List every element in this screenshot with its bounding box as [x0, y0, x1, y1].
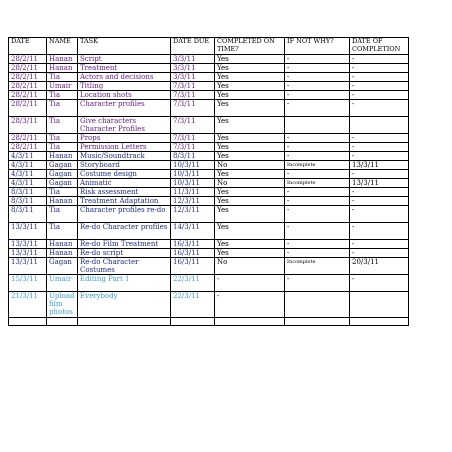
- header-name: NAME: [47, 38, 78, 55]
- empty-cell: [285, 318, 350, 326]
- header-if-not-why: IF NOT WHY?: [285, 38, 350, 55]
- cell-name: Gagan: [47, 179, 78, 188]
- empty-cell: [215, 318, 285, 326]
- table-row: [9, 188, 409, 197]
- cell-completion-date: -: [350, 82, 409, 91]
- cell-completed: No: [215, 179, 285, 188]
- cell-completed: Yes: [215, 223, 285, 240]
- cell-task: Treatment: [78, 64, 171, 73]
- cell-completion-date: -: [350, 249, 409, 258]
- cell-date: 4/3/11: [9, 179, 47, 188]
- cell-name: Tia: [47, 117, 78, 134]
- cell-reason: -: [285, 82, 350, 91]
- cell-task: Location shots: [78, 91, 171, 100]
- empty-row: [9, 318, 409, 326]
- cell-name: Tia: [47, 188, 78, 197]
- cell-name: Tia: [47, 100, 78, 117]
- cell-completion-date: -: [350, 134, 409, 143]
- cell-completed: Yes: [215, 91, 285, 100]
- cell-completion-date: 20/3/11: [350, 258, 409, 275]
- cell-completion-date: [350, 292, 409, 318]
- cell-name: Tia: [47, 134, 78, 143]
- cell-name: Tia: [47, 143, 78, 152]
- cell-task: Re-do Character profiles: [78, 223, 171, 240]
- cell-date-due: 3/3/11: [171, 64, 215, 73]
- cell-reason: -: [285, 100, 350, 117]
- cell-task: Costume design: [78, 170, 171, 179]
- table-row: [9, 55, 409, 64]
- header-date-due: DATE DUE: [171, 38, 215, 55]
- task-schedule-table: [8, 37, 409, 326]
- cell-reason: -: [285, 91, 350, 100]
- cell-reason: -: [285, 134, 350, 143]
- cell-date-due: 16/3/11: [171, 249, 215, 258]
- cell-completed: -: [215, 275, 285, 292]
- cell-completion-date: -: [350, 170, 409, 179]
- cell-task: Storyboard: [78, 161, 171, 170]
- cell-date-due: 14/3/11: [171, 223, 215, 240]
- cell-name: Hanan: [47, 64, 78, 73]
- cell-date-due: 10/3/11: [171, 161, 215, 170]
- cell-date: 8/3/11: [9, 206, 47, 223]
- empty-cell: [350, 318, 409, 326]
- cell-task: Re-do script: [78, 249, 171, 258]
- empty-cell: [78, 318, 171, 326]
- cell-date-due: 12/3/11: [171, 197, 215, 206]
- cell-completed: Yes: [215, 188, 285, 197]
- cell-reason: Incomplete: [285, 258, 350, 275]
- table-row: [9, 143, 409, 152]
- cell-completion-date: 13/3/11: [350, 161, 409, 170]
- cell-date: 21/3/11: [9, 292, 47, 318]
- cell-name: Hanan: [47, 55, 78, 64]
- table-row: [9, 91, 409, 100]
- cell-date: 28/2/11: [9, 73, 47, 82]
- table-row: [9, 170, 409, 179]
- table-row: [9, 223, 409, 240]
- cell-date-due: 7/3/11: [171, 143, 215, 152]
- cell-completion-date: [350, 117, 409, 134]
- cell-completed: Yes: [215, 134, 285, 143]
- empty-cell: [9, 318, 47, 326]
- cell-date: 13/3/11: [9, 223, 47, 240]
- cell-completion-date: -: [350, 197, 409, 206]
- cell-name: Umair: [47, 275, 78, 292]
- cell-completion-date: -: [350, 91, 409, 100]
- cell-name: Gagan: [47, 170, 78, 179]
- cell-completed: Yes: [215, 143, 285, 152]
- cell-reason: -: [285, 206, 350, 223]
- cell-reason: -: [285, 197, 350, 206]
- cell-date: 28/2/11: [9, 143, 47, 152]
- table-row: [9, 64, 409, 73]
- cell-date-due: 22/3/11: [171, 292, 215, 318]
- table-row: [9, 73, 409, 82]
- cell-date-due: 10/3/11: [171, 170, 215, 179]
- cell-reason: Incomplete: [285, 161, 350, 170]
- cell-name: Upload film photos: [47, 292, 78, 318]
- cell-name: Tia: [47, 206, 78, 223]
- cell-name: Hanan: [47, 152, 78, 161]
- cell-date: 28/2/11: [9, 134, 47, 143]
- cell-completed: Yes: [215, 240, 285, 249]
- cell-name: Gagan: [47, 258, 78, 275]
- table-row: [9, 292, 409, 318]
- cell-date-due: 3/3/11: [171, 73, 215, 82]
- cell-date-due: 7/3/11: [171, 134, 215, 143]
- cell-date: 13/3/11: [9, 240, 47, 249]
- cell-completion-date: -: [350, 152, 409, 161]
- cell-reason: [285, 292, 350, 318]
- cell-date-due: 7/3/11: [171, 100, 215, 117]
- table-row: [9, 161, 409, 170]
- cell-completion-date: -: [350, 206, 409, 223]
- cell-task: Risk assessment: [78, 188, 171, 197]
- cell-completion-date: 13/3/11: [350, 179, 409, 188]
- cell-reason: -: [285, 240, 350, 249]
- cell-date: 4/3/11: [9, 152, 47, 161]
- cell-completed: Yes: [215, 197, 285, 206]
- cell-task: Props: [78, 134, 171, 143]
- cell-name: Tia: [47, 223, 78, 240]
- table-row: [9, 197, 409, 206]
- cell-reason: Incomplete: [285, 179, 350, 188]
- cell-date-due: 22/3/11: [171, 275, 215, 292]
- cell-date: 28/2/11: [9, 55, 47, 64]
- cell-task: Editing Part 1: [78, 275, 171, 292]
- cell-reason: -: [285, 275, 350, 292]
- cell-completed: Yes: [215, 55, 285, 64]
- cell-completed: Yes: [215, 170, 285, 179]
- cell-completed: -: [215, 292, 285, 318]
- cell-completion-date: -: [350, 73, 409, 82]
- table-row: [9, 179, 409, 188]
- cell-reason: -: [285, 249, 350, 258]
- cell-date: 8/3/11: [9, 197, 47, 206]
- cell-task: Character profiles: [78, 100, 171, 117]
- cell-date: 4/3/11: [9, 161, 47, 170]
- cell-reason: -: [285, 170, 350, 179]
- cell-reason: -: [285, 223, 350, 240]
- cell-task: Titling: [78, 82, 171, 91]
- cell-completed: Yes: [215, 117, 285, 134]
- cell-task: Everybody: [78, 292, 171, 318]
- table-row: [9, 206, 409, 223]
- table-row: [9, 152, 409, 161]
- table-row: [9, 258, 409, 275]
- cell-date-due: 11/3/11: [171, 188, 215, 197]
- cell-task: Script: [78, 55, 171, 64]
- cell-completed: Yes: [215, 64, 285, 73]
- table-row: [9, 82, 409, 91]
- empty-cell: [171, 318, 215, 326]
- cell-completed: Yes: [215, 152, 285, 161]
- cell-task: Permission Letters: [78, 143, 171, 152]
- cell-date: 28/2/11: [9, 82, 47, 91]
- cell-date-due: 16/3/11: [171, 258, 215, 275]
- cell-date: 28/3/11: [9, 117, 47, 134]
- cell-completion-date: -: [350, 100, 409, 117]
- cell-task: Re-do Character Costumes: [78, 258, 171, 275]
- cell-completed: Yes: [215, 100, 285, 117]
- cell-date-due: 3/3/11: [171, 55, 215, 64]
- cell-reason: -: [285, 188, 350, 197]
- cell-completion-date: -: [350, 275, 409, 292]
- cell-name: Tia: [47, 73, 78, 82]
- cell-date-due: 7/3/11: [171, 117, 215, 134]
- cell-name: Gagan: [47, 161, 78, 170]
- cell-completed: Yes: [215, 73, 285, 82]
- cell-date: 28/2/11: [9, 91, 47, 100]
- cell-date: 15/3/11: [9, 275, 47, 292]
- table-row: [9, 249, 409, 258]
- cell-task: Character profiles re-do: [78, 206, 171, 223]
- header-completed-on-time: COMPLETED ON TIME?: [215, 38, 285, 55]
- cell-date: 4/3/11: [9, 170, 47, 179]
- cell-name: Hanan: [47, 197, 78, 206]
- cell-reason: [285, 117, 350, 134]
- cell-date: 28/2/11: [9, 64, 47, 73]
- cell-date: 13/3/11: [9, 258, 47, 275]
- cell-task: Animatic: [78, 179, 171, 188]
- empty-cell: [47, 318, 78, 326]
- cell-reason: -: [285, 143, 350, 152]
- cell-date: 8/3/11: [9, 188, 47, 197]
- cell-completion-date: -: [350, 240, 409, 249]
- cell-date: 28/2/11: [9, 100, 47, 117]
- cell-task: Treatment Adaptation: [78, 197, 171, 206]
- cell-name: Umair: [47, 82, 78, 91]
- cell-date-due: 8/3/11: [171, 152, 215, 161]
- cell-completed: No: [215, 258, 285, 275]
- cell-reason: -: [285, 55, 350, 64]
- table-row: [9, 100, 409, 117]
- header-date: DATE: [9, 38, 47, 55]
- cell-date-due: 12/3/11: [171, 206, 215, 223]
- header-row: [9, 38, 409, 55]
- cell-task: Give characters Character Profiles: [78, 117, 171, 134]
- cell-task: Music/Soundtrack: [78, 152, 171, 161]
- cell-date-due: 16/3/11: [171, 240, 215, 249]
- table-row: [9, 134, 409, 143]
- cell-reason: -: [285, 64, 350, 73]
- table-row: [9, 240, 409, 249]
- cell-date-due: 10/3/11: [171, 179, 215, 188]
- cell-name: Hanan: [47, 240, 78, 249]
- cell-completion-date: -: [350, 223, 409, 240]
- cell-completed: Yes: [215, 206, 285, 223]
- cell-completed: Yes: [215, 82, 285, 91]
- cell-completed: Yes: [215, 249, 285, 258]
- cell-reason: -: [285, 152, 350, 161]
- cell-task: Re-do Film Treatment: [78, 240, 171, 249]
- header-task: TASK: [78, 38, 171, 55]
- cell-date: 13/3/11: [9, 249, 47, 258]
- cell-name: Hanan: [47, 249, 78, 258]
- cell-completed: No: [215, 161, 285, 170]
- cell-completion-date: -: [350, 55, 409, 64]
- header-date-of-completion: DATE OF COMPLETION: [350, 38, 409, 55]
- table-row: [9, 117, 409, 134]
- cell-completion-date: -: [350, 64, 409, 73]
- cell-date-due: 7/3/11: [171, 82, 215, 91]
- cell-name: Tia: [47, 91, 78, 100]
- cell-completion-date: -: [350, 188, 409, 197]
- cell-reason: -: [285, 73, 350, 82]
- table-row: [9, 275, 409, 292]
- cell-completion-date: -: [350, 143, 409, 152]
- cell-task: Actors and decisions: [78, 73, 171, 82]
- cell-date-due: 7/3/11: [171, 91, 215, 100]
